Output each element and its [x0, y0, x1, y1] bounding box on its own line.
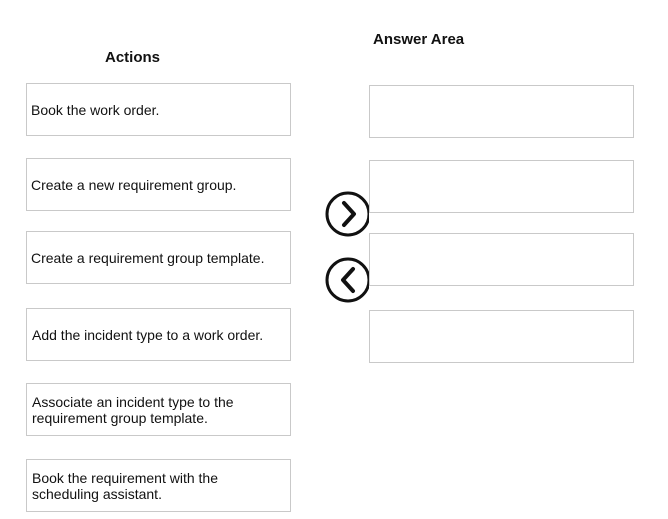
chevron-right-circle-icon	[325, 191, 369, 237]
answer-area-heading: Answer Area	[373, 31, 465, 48]
action-item-6[interactable]	[26, 459, 291, 512]
action-item-5[interactable]	[26, 383, 291, 436]
action-item-2[interactable]	[26, 158, 291, 211]
answer-slot-3[interactable]	[369, 233, 634, 286]
action-item-label: Create a new requirement group.	[31, 176, 237, 193]
actions-heading: Actions	[105, 49, 161, 66]
answer-slot-2[interactable]	[369, 160, 634, 213]
chevron-left-circle-icon	[325, 257, 369, 303]
action-item-label: Create a requirement group template.	[31, 249, 265, 266]
move-left-button[interactable]	[325, 257, 369, 303]
action-item-label: Add the incident type to a work order.	[32, 326, 264, 343]
action-item-1[interactable]	[26, 83, 291, 136]
action-item-3[interactable]	[26, 231, 291, 284]
action-item-label: Associate an incident type to the requirement group template.	[32, 393, 234, 426]
action-item-4[interactable]	[26, 308, 291, 361]
action-item-label: Book the requirement with the scheduling assistant.	[32, 469, 218, 502]
action-item-label: Book the work order.	[31, 101, 160, 118]
answer-slot-4[interactable]	[369, 310, 634, 363]
answer-slot-1[interactable]	[369, 85, 634, 138]
move-right-button[interactable]	[325, 191, 369, 237]
